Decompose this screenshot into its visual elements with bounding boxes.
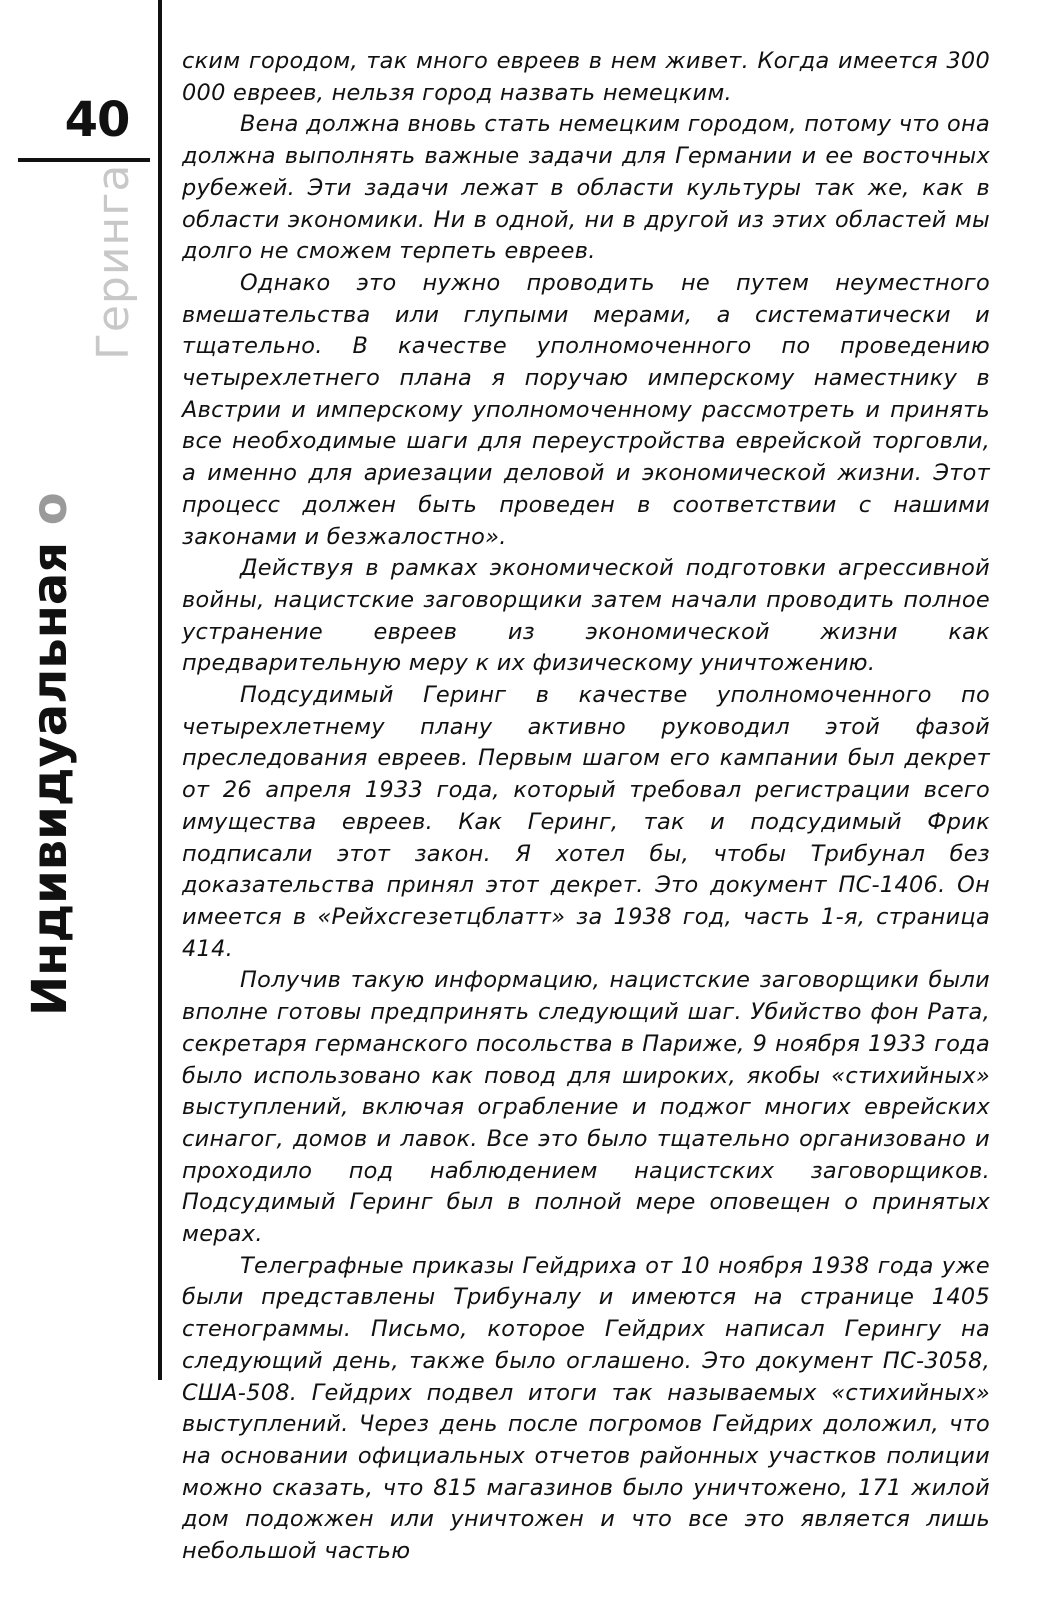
paragraph: Телеграфные приказы Гейдриха от 10 ноября 1938 года уже были представлены Трибуналу и имеются на странице 1405 стенограммы. Письмо, которое Гейдрих написал Герингу на следующий день, также было оглашено. Это документ ПС-3058, США-508. Гейдрих подвел итоги так называемых «стихийных» выступлений. Через день после погромов Гейдрих доложил, что на основании официальных отчетов районных участков полиции можно сказать, что 815 магазинов было уничтожено, 171 жилой дом подожжен или уничтожен и что все это является лишь небольшой частью bbox=[182, 1252, 990, 1565]
paragraph: ским городом, так много евреев в нем живет. Когда имеется 300 000 евреев, нельзя город назвать немецким. bbox=[182, 48, 990, 106]
vertical-rule bbox=[158, 0, 162, 1380]
body-text bbox=[182, 46, 990, 1568]
page-number-rule bbox=[18, 158, 150, 162]
paragraph: Подсудимый Геринг в качестве уполномоченного по четырехлетнему плану активно руководил этой фазой преследования евреев. Первым шагом его кампании был декрет от 26 апреля 1933 года, который требовал регистрации всего имущества евреев. Как Геринг, так и подсудимый Фрик подписали этот закон. Я хотел бы, чтобы Трибунал без доказательства принял этот декрет. Это документ ПС-1406. Он имеется в «Рейхсгезетцблатт» за 1938 год, часть 1-я, страница 414. bbox=[182, 682, 990, 962]
running-title-faded: о bbox=[22, 492, 78, 526]
paragraph: Вена должна вновь стать немецким городом, потому что она должна выполнять важные задачи для Германии и ее восточных рубежей. Эти задачи лежат в области культуры так же, как в области экономики. Ни в одной, ни в другой из этих областей мы долго не сможем терпеть евреев. bbox=[182, 111, 990, 265]
paragraph: Действуя в рамках экономической подготовки агрессивной войны, нацистские заговорщики затем начали проводить полное устранение евреев из экономической жизни как предварительную меру к их физическому уничтожению. bbox=[182, 555, 990, 677]
running-title bbox=[22, 492, 78, 1016]
page-number: 40 bbox=[64, 92, 130, 148]
paragraph: Получив такую информацию, нацистские заговорщики были вполне готовы предпринять следующий шаг. Убийство фон Рата, секретаря германского посольства в Париже, 9 ноября 1933 года было использовано как повод для широких, якобы «стихийных» выступлений, включая ограбление и поджог многих еврейских синагог, домов и лавок. Все это было тщательно организовано и проходило под наблюдением нацистских заговорщиков. Подсудимый Геринг был в полной мере оповещен о принятых мерах. bbox=[182, 967, 990, 1248]
running-title-main: Индивидуальная bbox=[22, 541, 78, 1016]
paragraph: Однако это нужно проводить не путем неуместного вмешательства или глупыми мерами, а систематически и тщательно. В качестве уполномоченного по проведению четырехлетнего плана я поручаю имперскому наместнику в Австрии и имперскому уполномоченному рассмотреть и принять все необходимые шаги для переустройства еврейской торговли, а именно для ариезации деловой и экономической жизни. Этот процесс должен быть проведен в соответствии с нашими законами и безжалостно». bbox=[182, 269, 990, 550]
running-subtitle: Геринга bbox=[88, 163, 139, 360]
